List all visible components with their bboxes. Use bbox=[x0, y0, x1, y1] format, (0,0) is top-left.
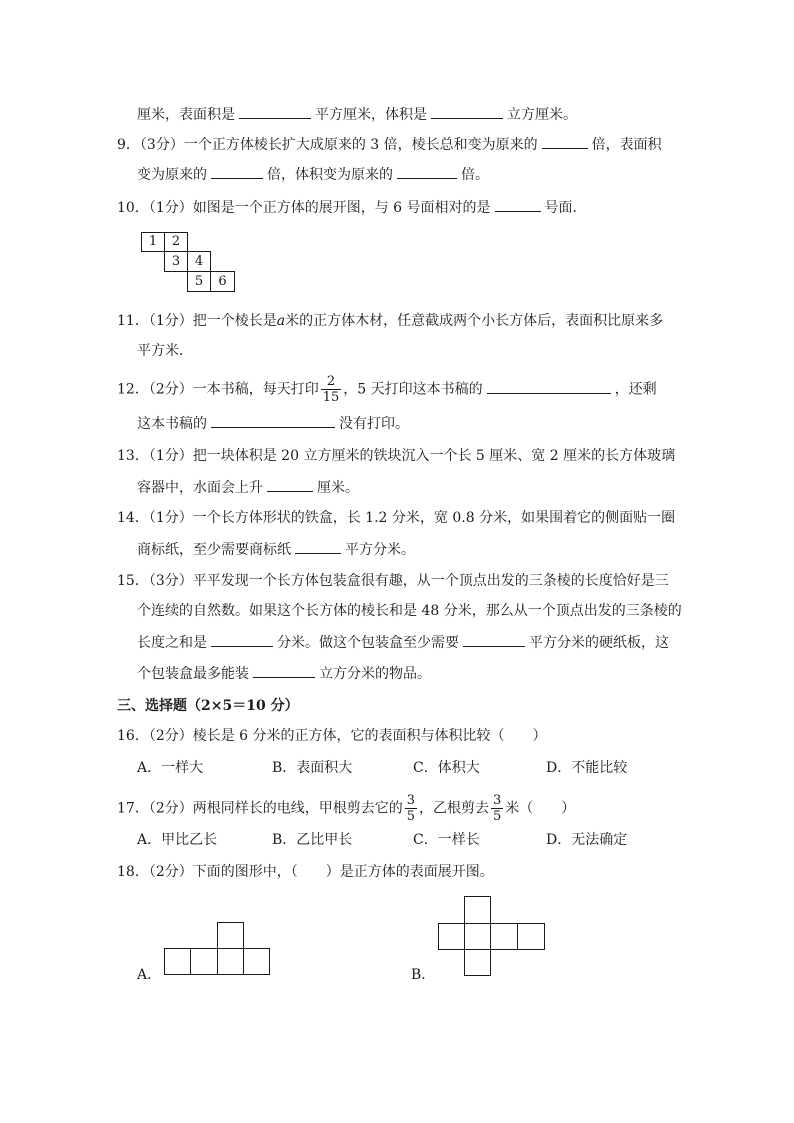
net-cell: 2 bbox=[164, 232, 188, 252]
net-cell: 5 bbox=[187, 271, 211, 292]
question-14: 14．（1分）一个长方体形状的铁盒，长 1.2 分米，宽 0.8 分米，如果围着它的侧面贴一圈 bbox=[117, 510, 676, 526]
cube-net-option-b bbox=[435, 894, 549, 978]
question-10: 10．（1分）如图是一个正方体的展开图，与 6 号面相对的是 号面． bbox=[117, 197, 587, 218]
option-b[interactable]: B． bbox=[411, 967, 436, 983]
question-15: 15．（3分）平平发现一个长方体包装盒很有趣，从一个顶点出发的三条棱的长度恰好是三 bbox=[117, 573, 669, 589]
answer-blank[interactable] bbox=[487, 379, 611, 394]
net-cell: 6 bbox=[210, 271, 235, 292]
answer-blank[interactable] bbox=[239, 104, 311, 119]
q8-continuation: 厘米，表面积是 平方厘米，体积是 立方厘米。 bbox=[137, 104, 577, 125]
net-cell: 1 bbox=[141, 232, 165, 252]
answer-blank[interactable] bbox=[211, 413, 335, 428]
question-9: 9．（3分）一个正方体棱长扩大成原来的 3 倍，棱长总和变为原来的 倍，表面积 bbox=[117, 134, 662, 155]
question-13: 13．（1分）把一块体积是 20 立方厘米的铁块沉入一个长 5 厘米、宽 2 厘米的长方体玻璃 bbox=[117, 448, 676, 464]
question-18: 18．（2分）下面的图形中，（ ）是正方体的表面展开图。 bbox=[117, 864, 494, 880]
answer-blank[interactable] bbox=[397, 164, 457, 179]
section-title: 三、选择题（2×5＝10 分） bbox=[117, 698, 299, 714]
question-11-line-2: 平方米． bbox=[137, 343, 193, 359]
question-12-line-2: 这本书稿的 没有打印。 bbox=[137, 413, 409, 434]
answer-blank[interactable] bbox=[253, 663, 315, 678]
cube-net-option-a bbox=[160, 920, 272, 978]
question-9-line-2: 变为原来的 倍，体积变为原来的 倍。 bbox=[137, 164, 489, 185]
net-square bbox=[465, 897, 491, 924]
net-cell: 4 bbox=[187, 251, 211, 272]
option-d[interactable]: D．不能比较 bbox=[546, 760, 628, 776]
question-14-line-2: 商标纸，至少需要商标纸 平方分米。 bbox=[137, 539, 415, 560]
net-square bbox=[439, 924, 465, 950]
question-16: 16．（2分）棱长是 6 分米的正方体，它的表面积与体积比较（ ） bbox=[117, 728, 547, 744]
net-square bbox=[218, 923, 244, 949]
question-12: 12．（2分）一本书稿，每天打印 $\frac{2}{15}$ ，5 天打印这本书稿的 ，还剩 bbox=[117, 374, 657, 405]
net-square bbox=[191, 949, 218, 975]
net-square bbox=[465, 950, 491, 976]
answer-blank[interactable] bbox=[211, 632, 273, 647]
option-b[interactable]: B．表面积大 bbox=[272, 760, 353, 776]
answer-blank[interactable] bbox=[295, 539, 341, 554]
answer-blank[interactable] bbox=[431, 104, 503, 119]
question-15-line-3: 长度之和是 分米。做这个包装盒至少需要 平方分米的硬纸板，这 bbox=[137, 632, 669, 653]
answer-blank[interactable] bbox=[495, 197, 541, 212]
question-11: 11．（1分）把一个棱长是a米的正方体木材，任意截成两个小长方体后，表面积比原来多 bbox=[117, 313, 664, 329]
net-square bbox=[218, 949, 244, 975]
net-square bbox=[491, 924, 518, 950]
question-13-line-2: 容器中，水面会上升 厘米。 bbox=[137, 477, 359, 498]
fraction: $\frac{2}{15}$ bbox=[322, 374, 340, 405]
net-square bbox=[165, 949, 191, 975]
net-square bbox=[518, 924, 545, 950]
option-c[interactable]: C．一样长 bbox=[413, 832, 480, 848]
net-cell: 3 bbox=[164, 251, 188, 272]
answer-blank[interactable] bbox=[211, 164, 263, 179]
option-d[interactable]: D．无法确定 bbox=[546, 832, 628, 848]
option-a[interactable]: A．甲比乙长 bbox=[137, 832, 218, 848]
fraction: $\frac{3}{5}$ bbox=[493, 793, 502, 824]
question-15-line-4: 个包装盒最多能装 立方分米的物品。 bbox=[137, 663, 431, 684]
answer-blank[interactable] bbox=[542, 134, 588, 149]
option-a[interactable]: A．一样大 bbox=[137, 760, 204, 776]
net-square bbox=[465, 924, 491, 950]
option-a[interactable]: A． bbox=[137, 967, 162, 983]
question-17: 17．（2分）两根同样长的电线，甲根剪去它的 $\frac{3}{5}$ ，乙根剪去 $\frac{3}{5}$ 米（ ） bbox=[117, 793, 576, 824]
option-b[interactable]: B．乙比甲长 bbox=[272, 832, 353, 848]
question-15-line-2: 个连续的自然数。如果这个长方体的棱长和是 48 分米，那么从一个顶点出发的三条棱的 bbox=[137, 603, 682, 619]
answer-blank[interactable] bbox=[267, 477, 313, 492]
fraction: $\frac{3}{5}$ bbox=[406, 793, 416, 824]
net-square bbox=[244, 949, 270, 975]
answer-blank[interactable] bbox=[463, 632, 525, 647]
option-c[interactable]: C．体积大 bbox=[413, 760, 480, 776]
